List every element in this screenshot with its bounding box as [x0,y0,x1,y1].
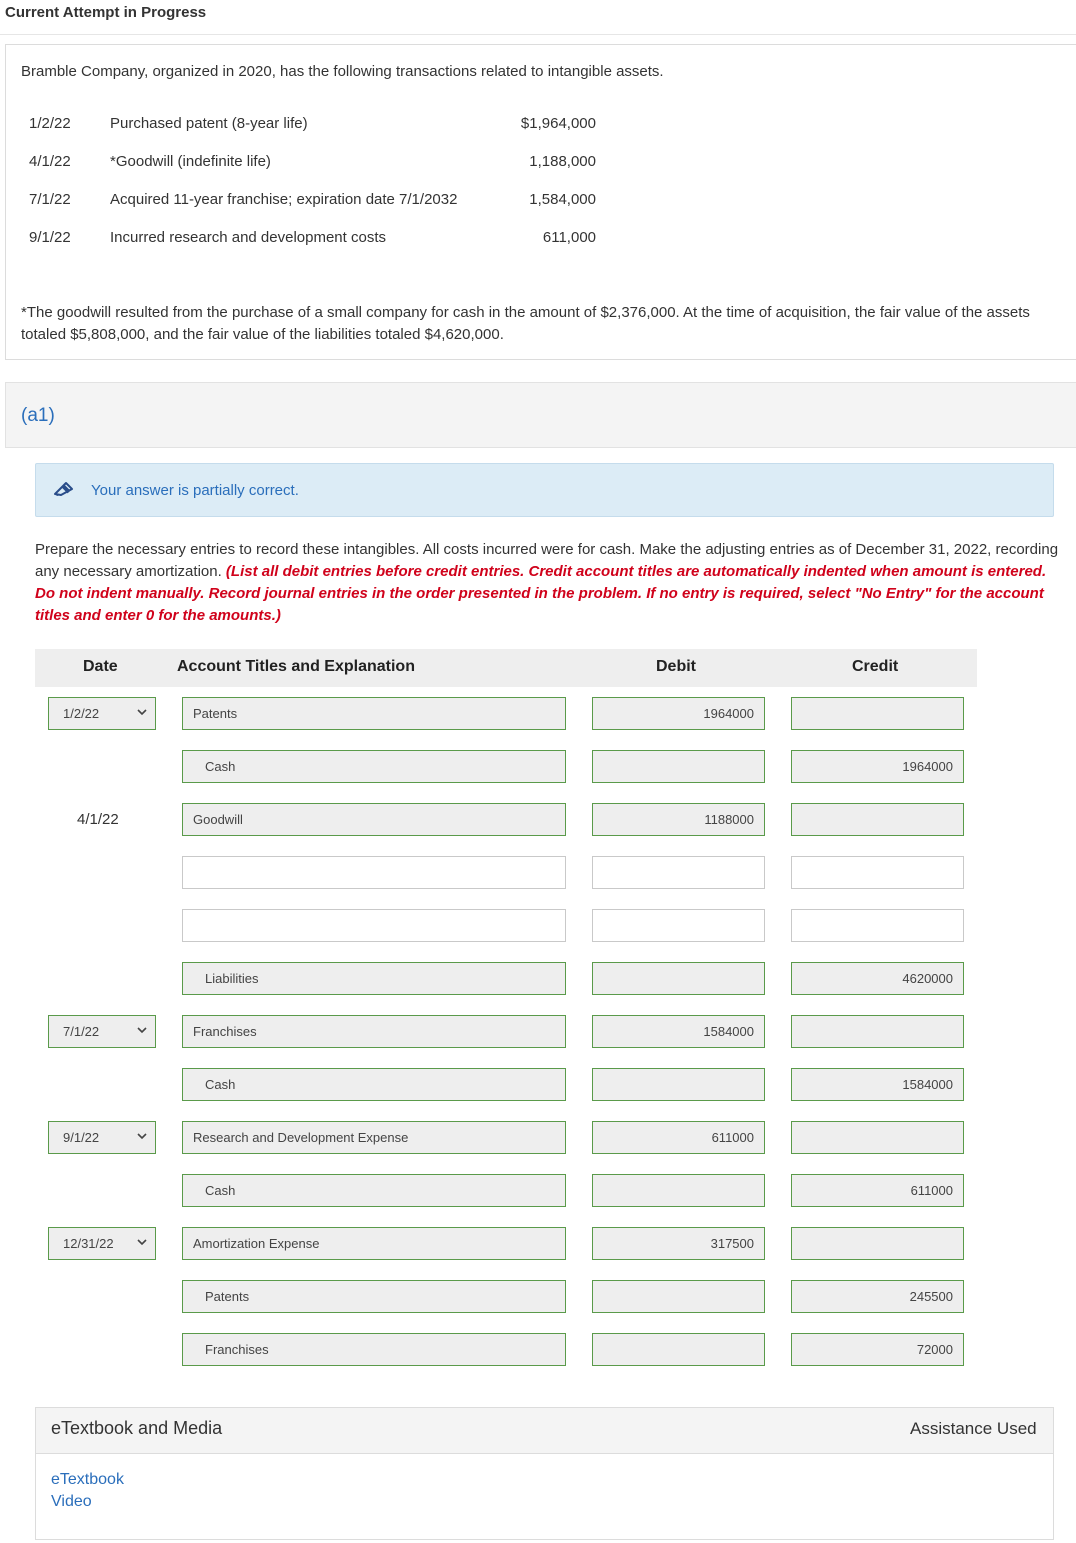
transaction-date: 9/1/22 [29,229,71,246]
credit-input[interactable]: 611000 [791,1174,964,1207]
instructions-emphasis: (List all debit entries before credit entries. Credit account titles are automatically indented when amount is entered. Do not indent manually. Record journal entries in the order presented in the problem. If no entry is required, select "No Entry" for the account titles and enter 0 for the amounts.) [35,563,1047,624]
transaction-amount: 611,000 [542,229,596,246]
account-title-input[interactable]: Goodwill [182,803,566,836]
pencil-icon [53,481,75,497]
part-header [5,382,1076,448]
account-title-input[interactable] [182,856,566,889]
debit-input[interactable] [592,1280,765,1313]
account-title-input[interactable]: Cash [182,750,566,783]
feedback-text: Your answer is partially correct. [91,482,299,499]
credit-input[interactable]: 245500 [791,1280,964,1313]
debit-input[interactable]: 1188000 [592,803,765,836]
transaction-amount: 1,584,000 [529,191,596,208]
debit-input[interactable] [592,856,765,889]
date-value: 7/1/22 [63,1024,100,1039]
transaction-date: 4/1/22 [29,153,71,170]
transaction-description: *Goodwill (indefinite life) [110,153,271,170]
chevron-down-icon [137,1133,147,1140]
account-title-input[interactable]: Amortization Expense [182,1227,566,1260]
debit-input[interactable] [592,750,765,783]
header-divider [0,34,1076,35]
account-title-input[interactable]: Research and Development Expense [182,1121,566,1154]
credit-input[interactable] [791,1121,964,1154]
instructions [35,539,1060,627]
date-label: 4/1/22 [77,811,119,828]
date-value: 12/31/22 [63,1236,114,1251]
debit-input[interactable]: 317500 [592,1227,765,1260]
account-title-input[interactable]: Patents [182,697,566,730]
journal-table-header [35,649,977,687]
account-title-input[interactable]: Franchises [182,1333,566,1366]
transaction-row [6,153,706,173]
credit-input[interactable] [791,1227,964,1260]
instructions-text: Prepare the necessary entries to record these intangibles. All costs incurred were for cash. Make the adjusting entries as of December 31, 2022, recording any necessary amortization. [35,541,1059,580]
problem-intro: Bramble Company, organized in 2020, has the following transactions related to intangible assets. [21,63,664,80]
credit-input[interactable] [791,856,964,889]
problem-statement [5,44,1076,360]
debit-input[interactable] [592,1068,765,1101]
date-value: 1/2/22 [63,706,100,721]
debit-input[interactable] [592,1333,765,1366]
transaction-amount: 1,188,000 [529,153,596,170]
account-title-input[interactable] [182,909,566,942]
credit-input[interactable] [791,909,964,942]
debit-input[interactable] [592,909,765,942]
date-value: 9/1/22 [63,1130,100,1145]
etextbook-link[interactable]: eTextbook [51,1471,124,1488]
chevron-down-icon [137,1027,147,1034]
credit-input[interactable] [791,1015,964,1048]
transaction-description: Purchased patent (8-year life) [110,115,308,132]
header-debit: Debit [656,658,696,675]
account-title-input[interactable]: Liabilities [182,962,566,995]
video-link[interactable]: Video [51,1493,92,1510]
partial-correct-banner [35,463,1054,517]
goodwill-footnote: *The goodwill resulted from the purchase of a small company for cash in the amount of $2,376,000. At the time of acquisition, the fair value of the assets totaled $5,808,000, and the fair value of the liabilities totaled $4,620,000. [21,304,1030,343]
account-title-input[interactable]: Cash [182,1068,566,1101]
media-title: eTextbook and Media [51,1418,223,1438]
debit-input[interactable] [592,962,765,995]
date-select[interactable] [48,1227,156,1260]
credit-input[interactable]: 1584000 [791,1068,964,1101]
account-title-input[interactable]: Cash [182,1174,566,1207]
header-account: Account Titles and Explanation [177,658,415,675]
transaction-row [6,229,706,249]
transaction-row [6,191,706,211]
assistance-used-label: Assistance Used [910,1419,1037,1438]
date-select[interactable] [48,1015,156,1048]
credit-input[interactable]: 1964000 [791,750,964,783]
debit-input[interactable]: 1584000 [592,1015,765,1048]
account-title-input[interactable]: Patents [182,1280,566,1313]
transaction-row [6,115,706,135]
page-title: Current Attempt in Progress [5,4,207,21]
account-title-input[interactable]: Franchises [182,1015,566,1048]
chevron-down-icon [137,1239,147,1246]
debit-input[interactable]: 611000 [592,1121,765,1154]
transaction-description: Acquired 11-year franchise; expiration date 7/1/2032 [110,191,458,208]
transaction-amount: $1,964,000 [520,115,596,132]
transaction-date: 7/1/22 [29,191,71,208]
chevron-down-icon [137,709,147,716]
credit-input[interactable] [791,697,964,730]
debit-input[interactable] [592,1174,765,1207]
credit-input[interactable]: 4620000 [791,962,964,995]
credit-input[interactable]: 72000 [791,1333,964,1366]
media-panel-header [36,1408,1053,1454]
transaction-date: 1/2/22 [29,115,71,132]
date-select[interactable] [48,1121,156,1154]
header-date: Date [83,658,118,675]
header-credit: Credit [852,658,899,675]
credit-input[interactable] [791,803,964,836]
part-label: (a1) [21,405,55,426]
transaction-description: Incurred research and development costs [110,229,386,246]
debit-input[interactable]: 1964000 [592,697,765,730]
date-select[interactable] [48,697,156,730]
etextbook-media-panel [35,1407,1054,1540]
